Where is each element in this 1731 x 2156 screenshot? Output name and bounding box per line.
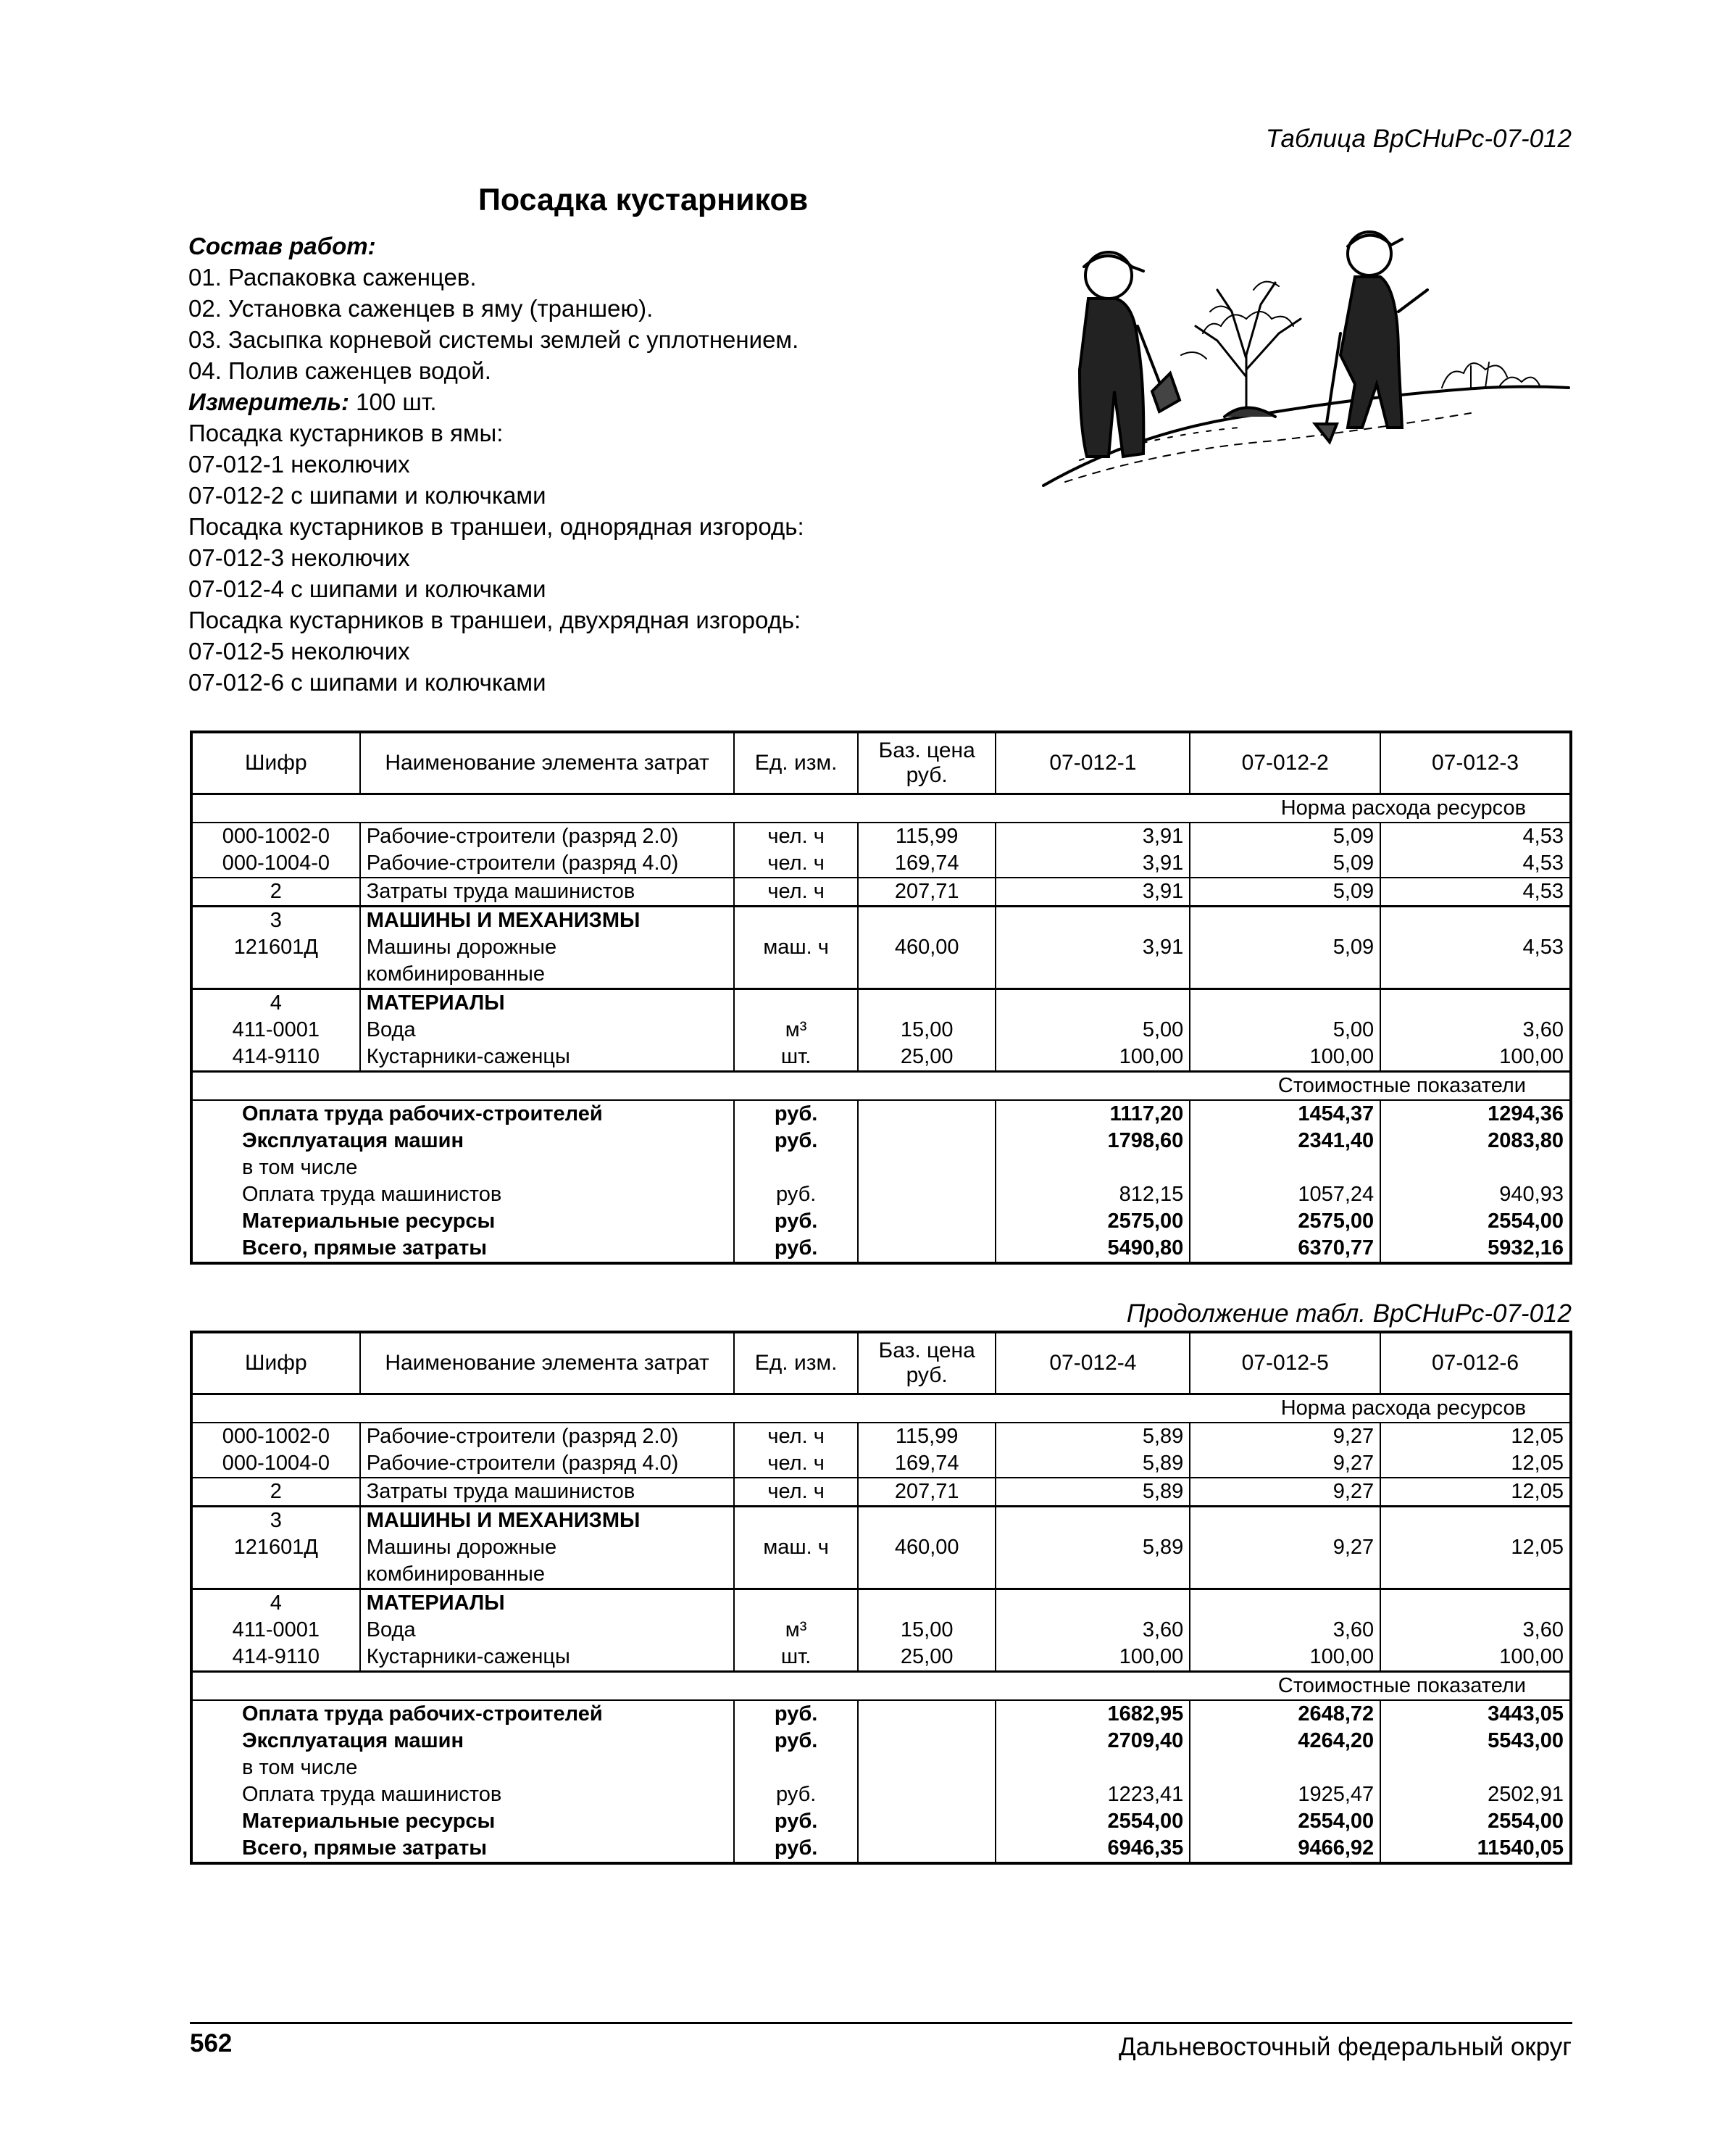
cost-value: 2554,00 — [1380, 1208, 1571, 1235]
cell-code: 411-0001 — [191, 1617, 360, 1644]
table-row — [191, 1044, 1571, 1072]
cell-code: 411-0001 — [191, 1017, 360, 1044]
cost-value: 2341,40 — [1190, 1128, 1380, 1154]
cost-name: Оплата труда рабочих-строителей — [191, 1700, 734, 1728]
cell-value: 5,89 — [996, 1478, 1190, 1507]
cell-name: МАТЕРИАЛЫ — [360, 989, 735, 1017]
footer-divider — [190, 2022, 1572, 2024]
cell-value: 4,53 — [1380, 878, 1571, 907]
header-price: Баз. цена руб. — [858, 1332, 996, 1394]
cell-value: 3,60 — [1380, 1617, 1571, 1644]
cell-value: 3,91 — [996, 823, 1190, 850]
cost-name: Оплата труда машинистов — [191, 1781, 734, 1808]
cell-value: 5,09 — [1190, 823, 1380, 850]
section-row — [191, 1072, 1571, 1101]
header-name: Наименование элемента затрат — [360, 732, 735, 794]
cell-unit: чел. ч — [734, 823, 858, 850]
cell-code: 2 — [191, 878, 360, 907]
composition-line: Посадка кустарников в траншеи, двухрядная изгородь: — [188, 607, 801, 633]
table-reference: Таблица ВрСНиРс-07-012 — [1265, 125, 1572, 153]
cell-code: 4 — [191, 1589, 360, 1618]
cell-price: 25,00 — [858, 1044, 996, 1072]
composition-step: 04. Полив саженцев водой. — [188, 357, 491, 384]
cell-name: МАШИНЫ И МЕХАНИЗМЫ — [360, 907, 735, 935]
cost-value: 1294,36 — [1380, 1100, 1571, 1128]
cell-unit: м³ — [734, 1017, 858, 1044]
cost-row — [191, 1128, 1571, 1154]
cell-unit: шт. — [734, 1044, 858, 1072]
section-row — [191, 1672, 1571, 1701]
cost-value: 3443,05 — [1380, 1700, 1571, 1728]
cell-unit: чел. ч — [734, 1478, 858, 1507]
cell-value: 12,05 — [1380, 1534, 1571, 1589]
cost-name: Оплата труда рабочих-строителей — [191, 1100, 734, 1128]
region-name: Дальневосточный федеральный округ — [1119, 2033, 1572, 2061]
cost-name: Материальные ресурсы — [191, 1808, 734, 1835]
cost-value: 2709,40 — [996, 1728, 1190, 1755]
workers-planting-shrubs-illustration — [1036, 210, 1572, 500]
cell-unit: маш. ч — [734, 1534, 858, 1589]
cell-name: Рабочие-строители (разряд 4.0) — [360, 850, 735, 878]
composition-heading: Состав работ: — [188, 233, 376, 259]
cell-code: 000-1002-0 — [191, 1423, 360, 1450]
composition-line: 07-012-3 неколючих — [188, 544, 410, 571]
cell-code: 000-1002-0 — [191, 823, 360, 850]
cell-price: 115,99 — [858, 1423, 996, 1450]
cell-price: 169,74 — [858, 850, 996, 878]
table-row — [191, 1644, 1571, 1672]
composition-line: 07-012-4 с шипами и колючками — [188, 575, 546, 602]
cell-unit: шт. — [734, 1644, 858, 1672]
cell-name: Машины дорожные комбинированные — [360, 934, 735, 989]
cell-unit: маш. ч — [734, 934, 858, 989]
header-rate: 07-012-4 — [996, 1332, 1190, 1394]
cell-price: 25,00 — [858, 1644, 996, 1672]
cost-value: 1925,47 — [1190, 1781, 1380, 1808]
cell-unit: чел. ч — [734, 1423, 858, 1450]
cell-code: 3 — [191, 1507, 360, 1535]
cost-unit: руб. — [734, 1835, 858, 1863]
cell-price: 207,71 — [858, 1478, 996, 1507]
cost-unit: руб. — [734, 1700, 858, 1728]
header-name: Наименование элемента затрат — [360, 1332, 735, 1394]
header-rate: 07-012-6 — [1380, 1332, 1571, 1394]
section-costs-label: Стоимостные показатели — [191, 1672, 1571, 1701]
header-unit: Ед. изм. — [734, 732, 858, 794]
cell-code: 414-9110 — [191, 1044, 360, 1072]
cell-name: Рабочие-строители (разряд 2.0) — [360, 823, 735, 850]
cell-price: 115,99 — [858, 823, 996, 850]
work-composition — [188, 230, 804, 698]
cost-value: 5543,00 — [1380, 1728, 1571, 1755]
cell-name: Вода — [360, 1617, 735, 1644]
meter-line — [188, 386, 804, 417]
cost-value: 2575,00 — [996, 1208, 1190, 1235]
cell-name: Рабочие-строители (разряд 4.0) — [360, 1450, 735, 1478]
cell-value: 3,91 — [996, 878, 1190, 907]
table-header-row — [191, 1332, 1571, 1394]
cost-row — [191, 1181, 1571, 1208]
cell-value: 3,91 — [996, 850, 1190, 878]
cost-name: в том числе — [191, 1154, 734, 1181]
cost-row — [191, 1728, 1571, 1755]
cell-price: 15,00 — [858, 1617, 996, 1644]
cell-name: МАТЕРИАЛЫ — [360, 1589, 735, 1618]
cost-row — [191, 1700, 1571, 1728]
cost-value: 6946,35 — [996, 1835, 1190, 1863]
cost-unit: руб. — [734, 1208, 858, 1235]
cell-value: 3,60 — [1380, 1017, 1571, 1044]
cost-value: 9466,92 — [1190, 1835, 1380, 1863]
cell-price: 460,00 — [858, 934, 996, 989]
cell-value: 5,00 — [1190, 1017, 1380, 1044]
composition-step: 03. Засыпка корневой системы землей с уплотнением. — [188, 326, 799, 353]
cell-price: 460,00 — [858, 1534, 996, 1589]
table-row — [191, 1017, 1571, 1044]
section-row — [191, 1394, 1571, 1423]
table-row — [191, 1589, 1571, 1618]
cell-value: 9,27 — [1190, 1423, 1380, 1450]
cell-price: 15,00 — [858, 1017, 996, 1044]
section-row — [191, 794, 1571, 823]
table-row — [191, 823, 1571, 850]
cost-value: 5932,16 — [1380, 1235, 1571, 1263]
table-row — [191, 1423, 1571, 1450]
cell-unit: м³ — [734, 1617, 858, 1644]
cell-code: 3 — [191, 907, 360, 935]
cell-value: 3,60 — [1190, 1617, 1380, 1644]
cost-value: 4264,20 — [1190, 1728, 1380, 1755]
cost-unit: руб. — [734, 1181, 858, 1208]
cost-value: 1057,24 — [1190, 1181, 1380, 1208]
table-row — [191, 934, 1571, 989]
cost-value: 1798,60 — [996, 1128, 1190, 1154]
section-costs-label: Стоимостные показатели — [191, 1072, 1571, 1101]
cell-value: 12,05 — [1380, 1478, 1571, 1507]
composition-line: Посадка кустарников в ямы: — [188, 420, 504, 446]
cost-value: 1223,41 — [996, 1781, 1190, 1808]
composition-line: 07-012-1 неколючих — [188, 451, 410, 478]
cell-value: 100,00 — [996, 1044, 1190, 1072]
header-unit: Ед. изм. — [734, 1332, 858, 1394]
cell-name: Машины дорожные комбинированные — [360, 1534, 735, 1589]
composition-line: 07-012-6 с шипами и колючками — [188, 669, 546, 696]
cell-value: 5,09 — [1190, 878, 1380, 907]
cell-value: 12,05 — [1380, 1423, 1571, 1450]
cell-value: 4,53 — [1380, 850, 1571, 878]
cell-value: 100,00 — [1380, 1044, 1571, 1072]
cell-value: 5,09 — [1190, 850, 1380, 878]
meter-label: Измеритель: — [188, 388, 349, 415]
page-number: 562 — [190, 2029, 233, 2057]
cell-value: 5,09 — [1190, 934, 1380, 989]
cost-unit: руб. — [734, 1728, 858, 1755]
cost-value: 2575,00 — [1190, 1208, 1380, 1235]
cell-name: Рабочие-строители (разряд 2.0) — [360, 1423, 735, 1450]
composition-line: 07-012-2 с шипами и колючками — [188, 482, 546, 509]
cost-unit: руб. — [734, 1235, 858, 1263]
cell-value: 12,05 — [1380, 1450, 1571, 1478]
cell-name: Кустарники-саженцы — [360, 1644, 735, 1672]
table-header-row — [191, 732, 1571, 794]
cost-row — [191, 1235, 1571, 1263]
cost-value: 11540,05 — [1380, 1835, 1571, 1863]
cost-value: 2083,80 — [1380, 1128, 1571, 1154]
header-code: Шифр — [191, 732, 360, 794]
cell-name: МАШИНЫ И МЕХАНИЗМЫ — [360, 1507, 735, 1535]
cell-value: 100,00 — [1190, 1044, 1380, 1072]
cell-name: Вода — [360, 1017, 735, 1044]
composition-line: 07-012-5 неколючих — [188, 638, 410, 665]
cell-code: 121601Д — [191, 1534, 360, 1589]
cost-value: 1454,37 — [1190, 1100, 1380, 1128]
cell-price: 207,71 — [858, 878, 996, 907]
cell-code: 121601Д — [191, 934, 360, 989]
cost-row — [191, 1208, 1571, 1235]
cell-name: Кустарники-саженцы — [360, 1044, 735, 1072]
cost-unit: руб. — [734, 1100, 858, 1128]
table-row — [191, 907, 1571, 935]
header-rate: 07-012-1 — [996, 732, 1190, 794]
resource-table-2 — [190, 1331, 1572, 1865]
cell-value: 9,27 — [1190, 1450, 1380, 1478]
cell-unit: чел. ч — [734, 1450, 858, 1478]
cell-value: 4,53 — [1380, 934, 1571, 989]
cell-value: 5,89 — [996, 1450, 1190, 1478]
cost-value: 1117,20 — [996, 1100, 1190, 1128]
cost-name: Материальные ресурсы — [191, 1208, 734, 1235]
header-rate: 07-012-5 — [1190, 1332, 1380, 1394]
cost-value: 812,15 — [996, 1181, 1190, 1208]
cell-code: 4 — [191, 989, 360, 1017]
cost-name: Эксплуатация машин — [191, 1128, 734, 1154]
cost-value: 2502,91 — [1380, 1781, 1571, 1808]
header-code: Шифр — [191, 1332, 360, 1394]
table-row — [191, 1478, 1571, 1507]
composition-step: 01. Распаковка саженцев. — [188, 264, 477, 291]
cell-unit: чел. ч — [734, 878, 858, 907]
section-norms-label: Норма расхода ресурсов — [191, 1394, 1571, 1423]
cell-code: 2 — [191, 1478, 360, 1507]
cell-value: 5,89 — [996, 1423, 1190, 1450]
table-row — [191, 1507, 1571, 1535]
cell-value: 4,53 — [1380, 823, 1571, 850]
header-rate: 07-012-2 — [1190, 732, 1380, 794]
cell-name: Затраты труда машинистов — [360, 1478, 735, 1507]
meter-value: 100 шт. — [356, 388, 437, 415]
cell-value: 100,00 — [996, 1644, 1190, 1672]
header-price: Баз. цена руб. — [858, 732, 996, 794]
cell-code: 414-9110 — [191, 1644, 360, 1672]
table-row — [191, 878, 1571, 907]
cost-row — [191, 1835, 1571, 1863]
cell-value: 3,60 — [996, 1617, 1190, 1644]
table-row — [191, 989, 1571, 1017]
cell-value: 100,00 — [1190, 1644, 1380, 1672]
cell-value: 9,27 — [1190, 1478, 1380, 1507]
cell-name: Затраты труда машинистов — [360, 878, 735, 907]
resource-table-1 — [190, 731, 1572, 1265]
table-row — [191, 850, 1571, 878]
cost-unit: руб. — [734, 1781, 858, 1808]
composition-line: Посадка кустарников в траншеи, однорядная изгородь: — [188, 513, 804, 540]
continuation-reference: Продолжение табл. ВрСНиРс-07-012 — [1126, 1299, 1572, 1328]
cost-row — [191, 1781, 1571, 1808]
cost-unit: руб. — [734, 1808, 858, 1835]
table-row — [191, 1450, 1571, 1478]
cost-value: 6370,77 — [1190, 1235, 1380, 1263]
cost-value: 2648,72 — [1190, 1700, 1380, 1728]
cost-value: 940,93 — [1380, 1181, 1571, 1208]
cell-value: 3,91 — [996, 934, 1190, 989]
section-norms-label: Норма расхода ресурсов — [191, 794, 1571, 823]
cost-value: 1682,95 — [996, 1700, 1190, 1728]
cost-unit: руб. — [734, 1128, 858, 1154]
cost-name: Эксплуатация машин — [191, 1728, 734, 1755]
cost-row — [191, 1808, 1571, 1835]
header-rate: 07-012-3 — [1380, 732, 1571, 794]
cell-value: 5,89 — [996, 1534, 1190, 1589]
cost-value: 2554,00 — [996, 1808, 1190, 1835]
cell-unit: чел. ч — [734, 850, 858, 878]
cost-name: Всего, прямые затраты — [191, 1835, 734, 1863]
cost-row — [191, 1154, 1571, 1181]
cell-value: 100,00 — [1380, 1644, 1571, 1672]
cost-value: 2554,00 — [1380, 1808, 1571, 1835]
table-row — [191, 1534, 1571, 1589]
cost-value: 2554,00 — [1190, 1808, 1380, 1835]
cost-row — [191, 1100, 1571, 1128]
cell-code: 000-1004-0 — [191, 1450, 360, 1478]
cell-price: 169,74 — [858, 1450, 996, 1478]
cell-value: 9,27 — [1190, 1534, 1380, 1589]
cost-name: в том числе — [191, 1755, 734, 1781]
table-row — [191, 1617, 1571, 1644]
cost-name: Оплата труда машинистов — [191, 1181, 734, 1208]
page-title: Посадка кустарников — [478, 183, 809, 217]
cell-code: 000-1004-0 — [191, 850, 360, 878]
cost-value: 5490,80 — [996, 1235, 1190, 1263]
composition-step: 02. Установка саженцев в яму (траншею). — [188, 295, 654, 322]
cost-row — [191, 1755, 1571, 1781]
cost-name: Всего, прямые затраты — [191, 1235, 734, 1263]
cell-value: 5,00 — [996, 1017, 1190, 1044]
